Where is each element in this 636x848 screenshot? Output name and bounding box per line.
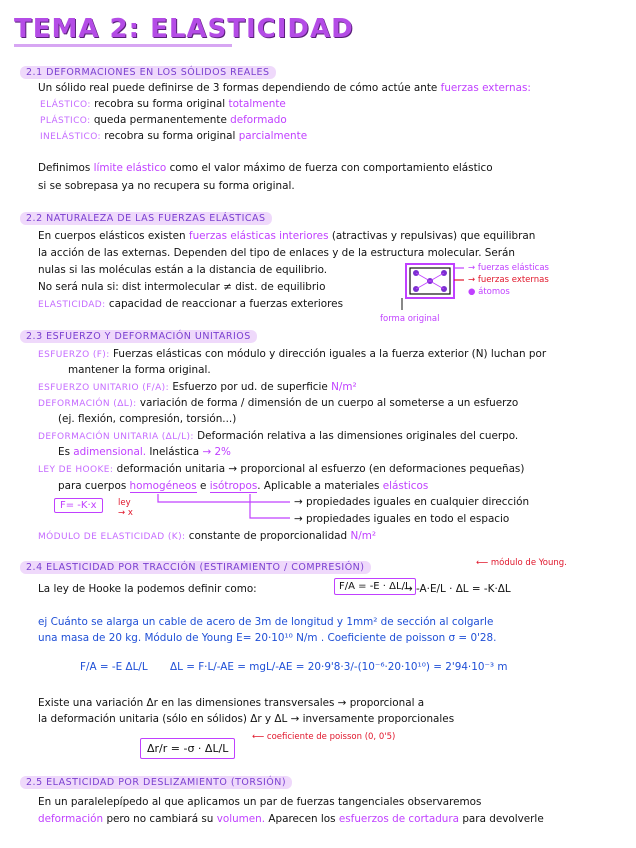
young-note: ⟵ módulo de Young. — [476, 558, 567, 568]
section-2-4-heading: 2.4 ELASTICIDAD POR TRACCIÓN (ESTIRAMIENTO / COMPRESIÓN) — [20, 561, 371, 574]
property-arrows — [150, 490, 300, 524]
s3-deformacion-cont: (ej. flexión, compresión, torsión...) — [58, 413, 237, 425]
prop-line-1: → propiedades iguales en cualquier dirección — [294, 496, 530, 508]
young-formula-box: F/A = -E · ΔL/L — [334, 578, 416, 595]
legend-elasticas: → fuerzas elásticas — [468, 263, 549, 273]
page-title: TEMA 2: ELASTICIDAD — [14, 14, 354, 44]
s1-plastico: PLÁSTICO: queda permanentemente deformado — [40, 114, 287, 126]
s2-line3: nulas si las moléculas están a la distancia de equilibrio. — [38, 264, 328, 276]
s5-line1: En un paralelepípedo al que aplicamos un par de fuerzas tangenciales observaremos — [38, 796, 482, 808]
example-line-2: una masa de 20 kg. Módulo de Young E= 20·10¹⁰ N/m . Coeficiente de poisson σ = 0'28. — [38, 632, 497, 644]
legend-atomos: ● átomos — [468, 287, 510, 297]
poisson-note: ⟵ coeficiente de poisson (0, 0'5) — [252, 732, 396, 742]
young-formula-k: → -A·E/L · ΔL = -K·ΔL — [404, 583, 511, 595]
s1-inelastico: INELÁSTICO: recobra su forma original parcialmente — [40, 130, 308, 142]
s2-line4: No será nula si: dist intermolecular ≠ dist. de equilibrio — [38, 281, 326, 293]
prop-line-2: → propiedades iguales en todo el espacio — [294, 513, 510, 525]
s3-deformacion-unitaria: DEFORMACIÓN UNITARIA (ΔL/L): Deformación relativa a las dimensiones originales del cuerpo. — [38, 430, 519, 442]
s1-def-line2: si se sobrepasa ya no recupera su forma original. — [38, 180, 295, 192]
calc-formula: F/A = -E ΔL/L — [80, 661, 148, 673]
title-underline — [14, 44, 232, 47]
s3-esfuerzo-cont: mantener la forma original. — [68, 364, 211, 376]
section-2-1-heading: 2.1 DEFORMACIONES EN LOS SÓLIDOS REALES — [20, 66, 276, 79]
section-2-5-heading: 2.5 ELASTICIDAD POR DESLIZAMIENTO (TORSIÓN) — [20, 776, 292, 789]
s5-line2: deformación pero no cambiará su volumen. Aparecen los esfuerzos de cortadura para devolverle — [38, 813, 544, 825]
s1-line1: Un sólido real puede definirse de 3 formas dependiendo de cómo actúe ante fuerzas externas: — [38, 82, 531, 94]
molecule-diagram — [396, 258, 466, 314]
hooke-formula-box: F= -K·x — [54, 498, 103, 513]
s2-line1: En cuerpos elásticos existen fuerzas elásticas interiores (atractivas y repulsivas) que equilibran — [38, 230, 536, 242]
s3-deformacion: DEFORMACIÓN (ΔL): variación de forma / dimensión de un cuerpo al someterse a un esfuerzo — [38, 397, 519, 409]
s3-ley-hooke: LEY DE HOOKE: deformación unitaria → proporcional al esfuerzo (en deformaciones pequeñas) — [38, 463, 525, 475]
s3-para-cuerpos: para cuerpos homogéneos e isótropos. Aplicable a materiales elásticos — [58, 480, 429, 492]
section-2-2-heading: 2.2 NATURALEZA DE LAS FUERZAS ELÁSTICAS — [20, 212, 272, 225]
s2-line2: la acción de las externas. Dependen del tipo de enlaces y de la estructura molecular. Serán — [38, 247, 516, 259]
poisson-formula-box: Δr/r = -σ · ΔL/L — [140, 738, 235, 759]
s1-elastico: ELÁSTICO: recobra su forma original totalmente — [40, 98, 286, 110]
example-line-1: ej Cuánto se alarga un cable de acero de 3m de longitud y 1mm² de sección al colgarle — [38, 616, 494, 628]
ley-note-2: → x — [118, 508, 133, 518]
variation-line-1: Existe una variación Δr en las dimensiones transversales → proporcional a — [38, 697, 425, 709]
s3-esfuerzo: ESFUERZO (F): Fuerzas elásticas con módulo y dirección iguales a la fuerza exterior (N) luchan por — [38, 348, 547, 360]
ley-note: ley — [118, 498, 131, 508]
legend-externas: → fuerzas externas — [468, 275, 549, 285]
s1-def-line1: Definimos límite elástico como el valor máximo de fuerza con comportamiento elástico — [38, 162, 493, 174]
section-2-3-heading: 2.3 ESFUERZO Y DEFORMACIÓN UNITARIOS — [20, 330, 257, 343]
s4-line1: La ley de Hooke la podemos definir como: — [38, 583, 257, 595]
s2-elasticidad: ELASTICIDAD: capacidad de reaccionar a fuerzas exteriores — [38, 298, 343, 310]
variation-line-2: la deformación unitaria (sólo en sólidos) Δr y ΔL → inversamente proporcionales — [38, 713, 455, 725]
s3-modulo: MÓDULO DE ELASTICIDAD (K): constante de proporcionalidad N/m² — [38, 530, 377, 542]
s3-adimensional: Es adimensional. Inelástica → 2% — [58, 446, 231, 458]
arrow-homogeneos — [158, 494, 290, 502]
calc-result: ΔL = F·L/-AE = mgL/-AE = 20·9'8·3/-(10⁻⁶·20·10¹⁰) = 2'94·10⁻³ m — [170, 661, 508, 673]
arrow-isotropos — [250, 494, 290, 518]
forma-original-label: forma original — [380, 314, 440, 324]
s3-esfuerzo-unitario: ESFUERZO UNITARIO (F/A): Esfuerzo por ud. de superficie N/m² — [38, 381, 357, 393]
